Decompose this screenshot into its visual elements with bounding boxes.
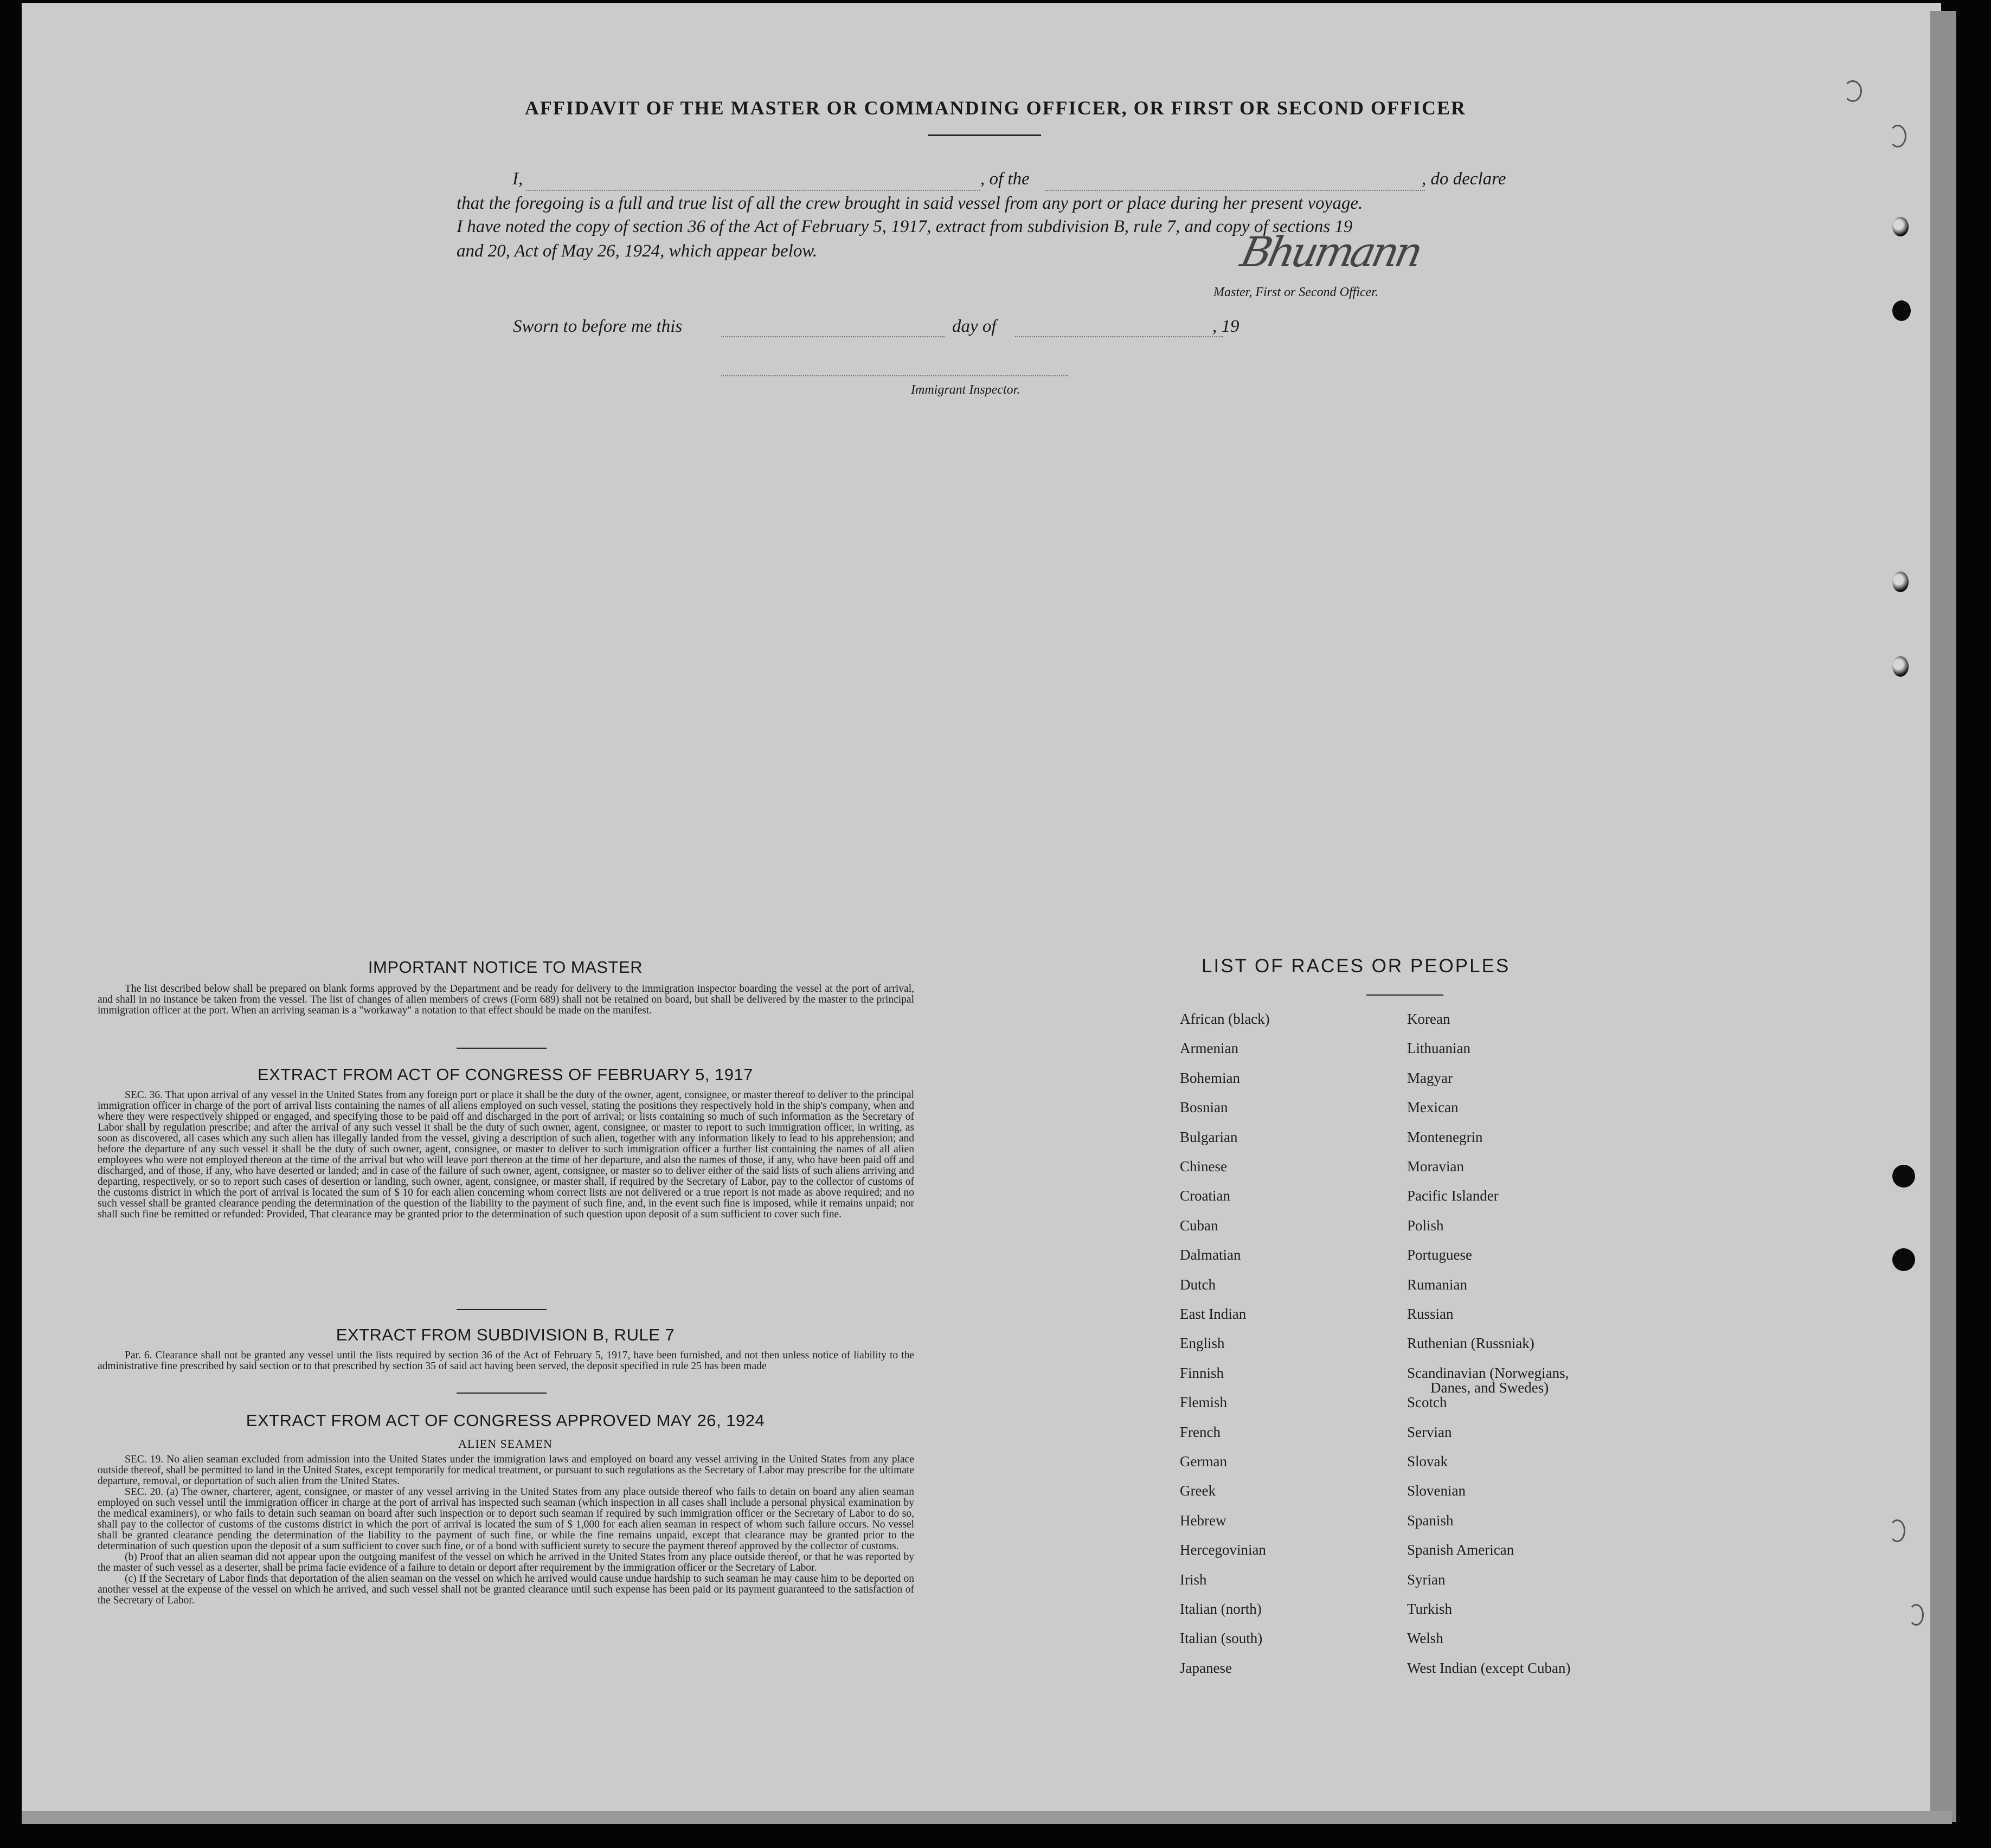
notice-paragraph: The list described below shall be prepared on blank forms approved by the Department and be ready for delivery to the immigration inspector boarding the vessel at the port of arrival, and shall in no instance be taken from the vessel. The list of changes of alien members of crews (Form 689) shall not be retained on board, but shall be delivered by the master to the principal immigration officer at the port. When an arriving seaman is a "workaway" a notation to that effect should be made on the manifest. [98, 983, 914, 1016]
race-item: Chinese [1180, 1158, 1227, 1175]
race-item: Italian (south) [1180, 1630, 1263, 1647]
sec-36-paragraph: SEC. 36. That upon arrival of any vessel in the United States from any foreign port or place it shall be the duty of the owner, agent, consignee, or master thereof to deliver to the principal immigration officer in charge of the port of arrival lists containing the names of all aliens employed on such vessel, stating the positions they respectively hold in the ship's company, when and where they were respectively shipped or engaged, and specifying those to be paid off and discharged in the port of arrival; or lists containing so much of such information as the Secretary of Labor shall by regulation prescribe; and after the arrival of any such vessel it shall be the duty of such owner, agent, consignee, or master to report to such immigration officer, in writing, as soon as discovered, all cases which any such alien has illegally landed from the vessel, giving a description of such alien, together with any information likely to lead to his apprehension; and before the departure of any such vessel it shall be the duty of such owner, agent, consignee, or master to deliver to such immigration officer a further list containing the names of all alien employees who were not employed thereon at the time of the arrival but who will leave port thereon at the time of her departure, and also the names of those, if any, who have been paid off and discharged, and of those, if any, who have deserted or landed; and in case of the failure of such owner, agent, consignee, or master so to deliver either of the said lists of such aliens arriving and departing, respectively, or so to report such cases of desertion or landing, such owner, agent, consignee, or master shall, if required by the Secretary of Labor, pay to the collector of customs of the customs district in which the port of arrival is located the sum of $ 10 for each alien concerning whom correct lists are not delivered or a true report is not made as above required; and no such vessel shall be granted clearance pending the determination of the question of the liability to the payment of such fine, and, in the event such fine is imposed, while it remains unpaid; nor shall such fine be remitted or refunded: Provided, That clearance may be granted prior to the determination of such question upon deposit of a sum sufficient to cover such fine. [98, 1089, 914, 1220]
race-item: Spanish [1407, 1512, 1454, 1529]
title-divider [928, 134, 1041, 136]
act-1924-text [98, 1454, 914, 1606]
vessel-name-line [1045, 190, 1425, 191]
race-item: Montenegrin [1407, 1128, 1483, 1145]
affiant-name-line [526, 190, 980, 191]
notice-text [98, 984, 914, 1016]
race-item: West Indian (except Cuban) [1407, 1659, 1571, 1676]
act-1917-title: EXTRACT FROM ACT OF CONGRESS OF FEBRUARY 5, 1917 [257, 1065, 754, 1084]
sec-19-paragraph: SEC. 19. No alien seaman excluded from admission into the United States under the immigration laws and employed on board any vessel arriving in the United States from any place outside thereof, shall be permitted to land in the United States, except temporarily for medical treatment, or pursuant to such regulations as the Secretary of Labor may prescribe for the ultimate departure, removal, or deportation of such alien from the United States. [98, 1454, 914, 1487]
sec-20b-paragraph: (b) Proof that an alien seaman did not appear upon the outgoing manifest of the vessel on which he arrived in the United States from any place outside thereof, or that he was reported by the master of such vessel as a deserter, shall be prima facie evidence of a failure to detain or deport after requirement by the immigration officer or the Secretary of Labor. [98, 1551, 914, 1574]
race-item: African (black) [1180, 1011, 1270, 1027]
page-bottom-edge [22, 1811, 1952, 1824]
race-item: East Indian [1180, 1306, 1247, 1322]
sec-20a-paragraph: SEC. 20. (a) The owner, charterer, agent, consignee, or master of any vessel arriving in the United States from any place outside thereof who fails to detain on board any alien seaman employed on such vessel until the immigration officer in charge at the port of arrival has inspected such seaman (which inspection in all cases shall include a personal physical examination by the medical examiners), or who fails to detain such seaman on board after such inspection or to deport such seaman if required by such immigration officer or the Secretary of Labor to do so, shall pay to the collector of customs of the customs district in which the port of arrival is located the sum of $ 1,000 for each alien seaman in respect of whom such failure occurs. No vessel shall be granted clearance pending the determination of the liability to the payment of such fine, or while the fine remains unpaid, except that clearance may be granted prior to the determination of such question upon the deposit of a sum sufficient to cover such fine, or of a bond with sufficient surety to secure the payment thereof approved by the collector of customs. [98, 1486, 914, 1552]
binder-hole [1892, 656, 1909, 677]
race-item: Russian [1407, 1306, 1454, 1322]
race-item: Moravian [1407, 1158, 1464, 1175]
officer-signature: Bhumann [1236, 228, 1424, 276]
race-item: Spanish American [1407, 1542, 1514, 1558]
act-1924-title: EXTRACT FROM ACT OF CONGRESS APPROVED MAY 26, 1924 [246, 1411, 765, 1430]
race-item: Irish [1180, 1571, 1207, 1588]
sworn-month-line [1015, 336, 1223, 337]
race-item: Flemish [1180, 1394, 1228, 1411]
affidavit-line-3: I have noted the copy of section 36 of the Act of February 5, 1917, extract from subdivision B, rule 7, and copy of sections 19 [457, 217, 1353, 236]
race-item: Dutch [1180, 1276, 1216, 1293]
section-divider [457, 1393, 547, 1394]
section-divider [457, 1309, 547, 1310]
race-item: Croatian [1180, 1188, 1230, 1204]
vessel-label: , of the [980, 169, 1030, 189]
binder-hole-ring [1889, 125, 1906, 147]
race-item: Servian [1407, 1423, 1452, 1440]
year-label: , 19 [1212, 317, 1239, 336]
act-1917-text [98, 1090, 914, 1220]
race-item: Scotch [1407, 1394, 1447, 1411]
race-item: German [1180, 1453, 1227, 1470]
race-item: Italian (north) [1180, 1601, 1262, 1617]
race-item: Slovak [1407, 1453, 1448, 1470]
races-title: LIST OF RACES OR PEOPLES [1202, 955, 1511, 977]
race-item: Bulgarian [1180, 1128, 1238, 1145]
race-item: French [1180, 1423, 1221, 1440]
binder-hole [1892, 1248, 1915, 1271]
race-item: Armenian [1180, 1040, 1238, 1057]
sworn-day-line [721, 336, 945, 337]
declare-label: , do declare [1422, 169, 1506, 189]
race-item: Cuban [1180, 1217, 1218, 1234]
rule-7-title: EXTRACT FROM SUBDIVISION B, RULE 7 [336, 1325, 675, 1344]
sec-20c-paragraph: (c) If the Secretary of Labor finds that deportation of the alien seaman on the vessel on which he arrived would cause undue hardship to such seaman he may cause him to be deported on another vessel at the expense of the vessel on which he arrived, and such vessel shall not be granted clearance until such expense has been paid or its payment guaranteed to the satisfaction of the Secretary of Labor. [98, 1573, 914, 1606]
race-item: Turkish [1407, 1601, 1453, 1617]
binder-hole-ring [1909, 1604, 1924, 1626]
race-item: English [1180, 1335, 1225, 1352]
race-item: Syrian [1407, 1571, 1446, 1588]
race-item: Bosnian [1180, 1099, 1228, 1116]
race-item: Bohemian [1180, 1069, 1240, 1086]
rule-7-text [98, 1350, 914, 1372]
race-item: Japanese [1180, 1659, 1232, 1676]
race-item: Hebrew [1180, 1512, 1226, 1529]
signature-caption: Master, First or Second Officer. [1213, 285, 1378, 299]
binder-hole [1892, 1165, 1915, 1188]
binder-hole [1892, 300, 1911, 321]
binder-hole-ring [1889, 1519, 1905, 1542]
race-item: Hercegovinian [1180, 1542, 1266, 1558]
race-item: Dalmatian [1180, 1247, 1241, 1263]
day-of-label: day of [952, 317, 997, 336]
affiant-label: I, [512, 169, 523, 189]
race-item: Portuguese [1407, 1247, 1472, 1263]
binder-hole [1892, 572, 1909, 592]
affidavit-line-2: that the foregoing is a full and true list of all the crew brought in said vessel from any port or place during her present voyage. [457, 194, 1363, 213]
notice-title: IMPORTANT NOTICE TO MASTER [368, 958, 643, 977]
alien-seamen-subtitle: ALIEN SEAMEN [458, 1437, 553, 1451]
race-item: Greek [1180, 1483, 1216, 1499]
sworn-label: Sworn to before me this [513, 317, 683, 336]
race-item: Polish [1407, 1217, 1444, 1234]
race-item: Scandinavian (Norwegians, [1407, 1364, 1569, 1381]
affidavit-title: AFFIDAVIT OF THE MASTER OR COMMANDING OFFICER, OR FIRST OR SECOND OFFICER [524, 97, 1467, 119]
page-stack-shadow [1930, 11, 1956, 1822]
race-item: Lithuanian [1407, 1040, 1470, 1057]
race-item: Korean [1407, 1011, 1450, 1027]
race-item: Finnish [1180, 1364, 1224, 1381]
binder-hole [1892, 217, 1909, 236]
race-item: Slovenian [1407, 1483, 1466, 1499]
race-item: Rumanian [1407, 1276, 1467, 1293]
section-divider [457, 1048, 547, 1049]
race-item: Welsh [1407, 1630, 1443, 1647]
race-item: Pacific Islander [1407, 1188, 1499, 1204]
race-item-continuation: Danes, and Swedes) [1430, 1379, 1549, 1396]
race-item: Mexican [1407, 1099, 1459, 1116]
races-divider [1366, 994, 1443, 996]
race-item: Ruthenian (Russniak) [1407, 1335, 1534, 1352]
affidavit-line-4: and 20, Act of May 26, 1924, which appear below. [457, 241, 818, 261]
inspector-caption: Immigrant Inspector. [911, 383, 1020, 397]
inspector-signature-line [721, 375, 1068, 376]
race-item: Magyar [1407, 1069, 1453, 1086]
par-6-paragraph: Par. 6. Clearance shall not be granted any vessel until the lists required by section 36 of the Act of February 5, 1917, have been furnished, and not then unless notice of liability to the administrative fine prescribed by said section or to that prescribed by section 35 of said act having been served, the deposit specified in rule 25 has been made [98, 1350, 914, 1372]
